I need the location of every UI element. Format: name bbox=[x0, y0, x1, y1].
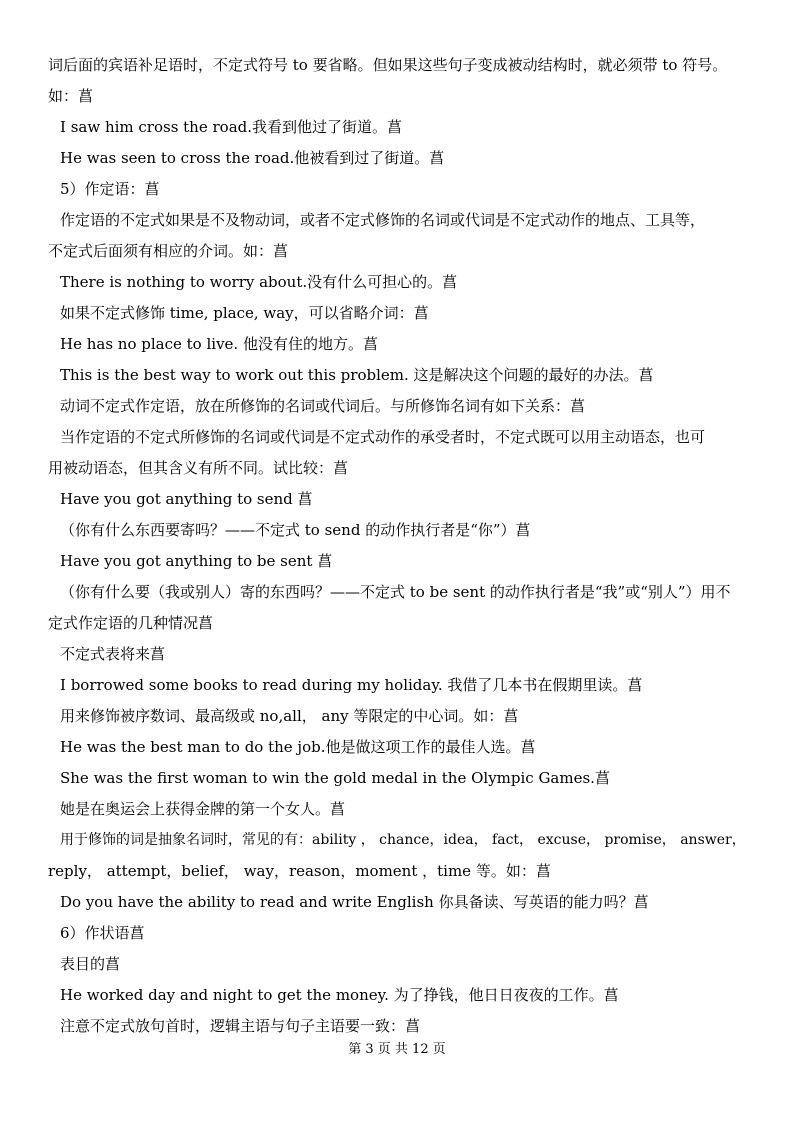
page-footer: 第 3 页 共 12 页 bbox=[348, 1042, 446, 1057]
text-line: （你有什么东西要寄吗？——不定式 to send 的动作执行者是“你”）菖 bbox=[60, 521, 531, 539]
text-line: Have you got anything to send 菖 bbox=[60, 490, 313, 508]
text-line: 5）作定语：菖 bbox=[60, 180, 160, 198]
text-line: （你有什么要（我或别人）寄的东西吗？——不定式 to be sent 的动作执行者是“我”或“别人”）用不 bbox=[60, 583, 731, 601]
text-line: He was the best man to do the job.他是做这项工作的最佳人选。菖 bbox=[60, 738, 536, 756]
text-line: 不定式表将来菖 bbox=[60, 645, 166, 663]
text-line: 动词不定式作定语，放在所修饰的名词或代词后。与所修饰名词有如下关系：菖 bbox=[60, 397, 586, 415]
text-line: 不定式后面须有相应的介词。如：菖 bbox=[48, 242, 289, 260]
document-body bbox=[48, 50, 748, 1042]
text-line: 用被动语态，但其含义有所不同。试比较：菖 bbox=[48, 459, 349, 477]
text-line: 6）作状语菖 bbox=[60, 924, 145, 942]
text-line: 词后面的宾语补足语时，不定式符号 to 要省略。但如果这些句子变成被动结构时，就必须带 to 符号。 bbox=[48, 56, 728, 74]
text-line: I borrowed some books to read during my holiday. 我借了几本书在假期里读。菖 bbox=[60, 676, 643, 694]
text-line: He worked day and night to get the money. 为了挣钱，他日日夜夜的工作。菖 bbox=[60, 986, 619, 1004]
text-line: reply， attempt，belief， way，reason，moment ，time 等。如：菖 bbox=[48, 862, 551, 880]
text-line: 表目的菖 bbox=[60, 955, 121, 973]
text-line: 她是在奥运会上获得金牌的第一个女人。菖 bbox=[60, 800, 346, 818]
text-line: 如：菖 bbox=[48, 87, 94, 105]
text-line: 用来修饰被序数词、最高级或 no,all， any 等限定的中心词。如：菖 bbox=[60, 707, 519, 725]
text-line: Have you got anything to be sent 菖 bbox=[60, 552, 333, 570]
text-line: This is the best way to work out this problem. 这是解决这个问题的最好的办法。菖 bbox=[60, 366, 654, 384]
text-line: Do you have the ability to read and write English 你具备读、写英语的能力吗？菖 bbox=[60, 893, 649, 911]
text-line: He was seen to cross the road.他被看到过了街道。菖 bbox=[60, 149, 445, 167]
text-line: There is nothing to worry about.没有什么可担心的。菖 bbox=[60, 273, 458, 291]
text-line: 如果不定式修饰 time, place, way，可以省略介词：菖 bbox=[60, 304, 429, 322]
text-line: She was the first woman to win the gold medal in the Olympic Games.菖 bbox=[60, 769, 610, 787]
text-line: 作定语的不定式如果是不及物动词，或者不定式修饰的名词或代词是不定式动作的地点、工具等， bbox=[60, 211, 706, 229]
text-line: He has no place to live. 他没有住的地方。菖 bbox=[60, 335, 378, 353]
text-line: 用于修饰的词是抽象名词时，常见的有：ability ， chance，idea， fact， excuse， promise， answer， bbox=[60, 832, 746, 848]
text-line: 注意不定式放句首时，逻辑主语与句子主语要一致：菖 bbox=[60, 1017, 421, 1035]
text-line: 当作定语的不定式所修饰的名词或代词是不定式动作的承受者时，不定式既可以用主动语态，也可 bbox=[60, 428, 706, 446]
text-line: I saw him cross the road.我看到他过了街道。菖 bbox=[60, 118, 403, 136]
text-line: 定式作定语的几种情况菖 bbox=[48, 614, 214, 632]
